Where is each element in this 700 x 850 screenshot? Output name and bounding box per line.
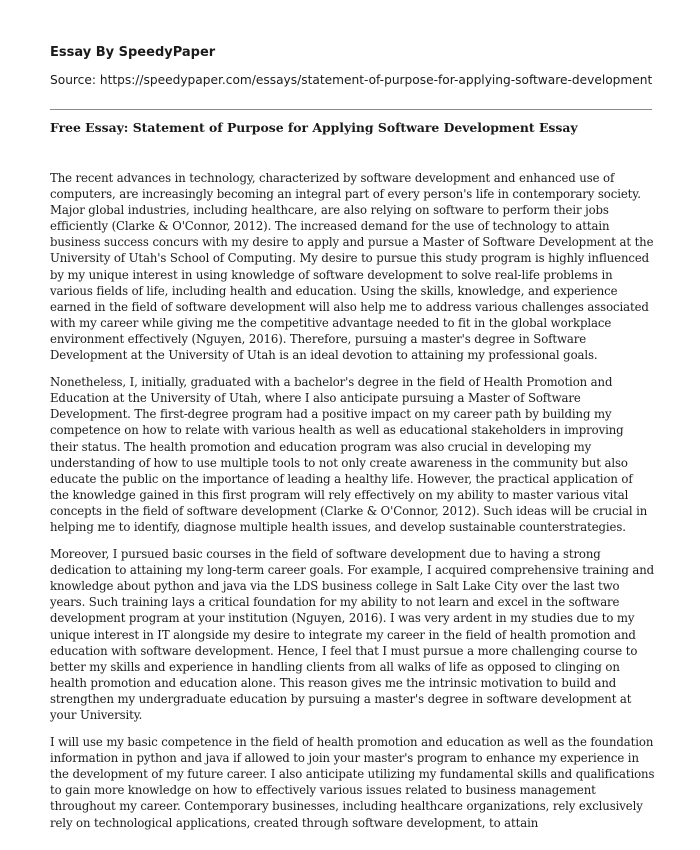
essay-page xyxy=(50,0,655,850)
essay-paragraph: Moreover, I pursued basic courses in the field of software development due to having a strong dedication to attaining my long-term career goals. For example, I acquired comprehensive training and knowledge about python and java via the LDS business college in Salt Lake City over the last two years. Such training lays a critical foundation for my ability to not learn and excel in the software development program at your institution (Nguyen, 2016). I was very ardent in my studies due to my unique interest in IT alongside my desire to integrate my career in the field of health promotion and education with software development. Hence, I feel that I must pursue a more challenging course to better my skills and experience in handling clients from all walks of life as opposed to clinging on health promotion and education alone. This reason gives me the intrinsic motivation to build and strengthen my undergraduate education by pursuing a master's degree in software development at your University. xyxy=(50,547,655,722)
essay-body xyxy=(50,170,655,842)
essay-paragraph: Nonetheless, I, initially, graduated with a bachelor's degree in the field of Health Promotion and Education at the University of Utah, where I also anticipate pursuing a Master of Software Development. The first-degree program had a positive impact on my career path by building my competence on how to relate with various health as well as educational stakeholders in improving their status. The health promotion and education program was also crucial in developing my understanding of how to use multiple tools to not only create awareness in the community but also educate the public on the importance of leading a healthy life. However, the practical application of the knowledge gained in this first program will rely effectively on my ability to master various vital concepts in the field of software development (Clarke & O'Connor, 2012). Such ideas will be crucial in helping me to identify, diagnose multiple health issues, and develop sustainable counterstrategies. xyxy=(50,375,648,534)
source-line: Source: https://speedypaper.com/essays/statement-of-purpose-for-applying-software-development xyxy=(50,73,653,87)
essay-paragraph: I will use my basic competence in the field of health promotion and education as well as the foundation information in python and java if allowed to join your master's program to enhance my experience in the development of my future career. I also anticipate utilizing my fundamental skills and qualifications to gain more knowledge on how to effectively various issues related to business management throughout my career. Contemporary businesses, including healthcare organizations, rely exclusively rely on technological applications, created through software development, to attain xyxy=(50,735,655,830)
site-title: Essay By SpeedyPaper xyxy=(50,45,216,60)
header-divider xyxy=(50,109,652,110)
essay-paragraph: The recent advances in technology, characterized by software development and enhanced use of computers, are increasingly becoming an integral part of every person's life in contemporary society. Major global industries, including healthcare, are also relying on software to perform their jobs efficiently (Clarke & O'Connor, 2012). The increased demand for the use of technology to attain business success concurs with my desire to apply and pursue a Master of Software Development at the University of Utah's School of Computing. My desire to pursue this study program is highly influenced by my unique interest in using knowledge of software development to solve real-life problems in various fields of life, including health and education. Using the skills, knowledge, and experience earned in the field of software development will also help me to address various challenges associated with my career while giving me the competitive advantage needed to fit in the global workplace environment effectively (Nguyen, 2016). Therefore, pursuing a master's degree in Software Development at the University of Utah is an ideal devotion to attaining my professional goals. xyxy=(50,171,654,363)
essay-title: Free Essay: Statement of Purpose for Applying Software Development Essay xyxy=(50,120,578,135)
